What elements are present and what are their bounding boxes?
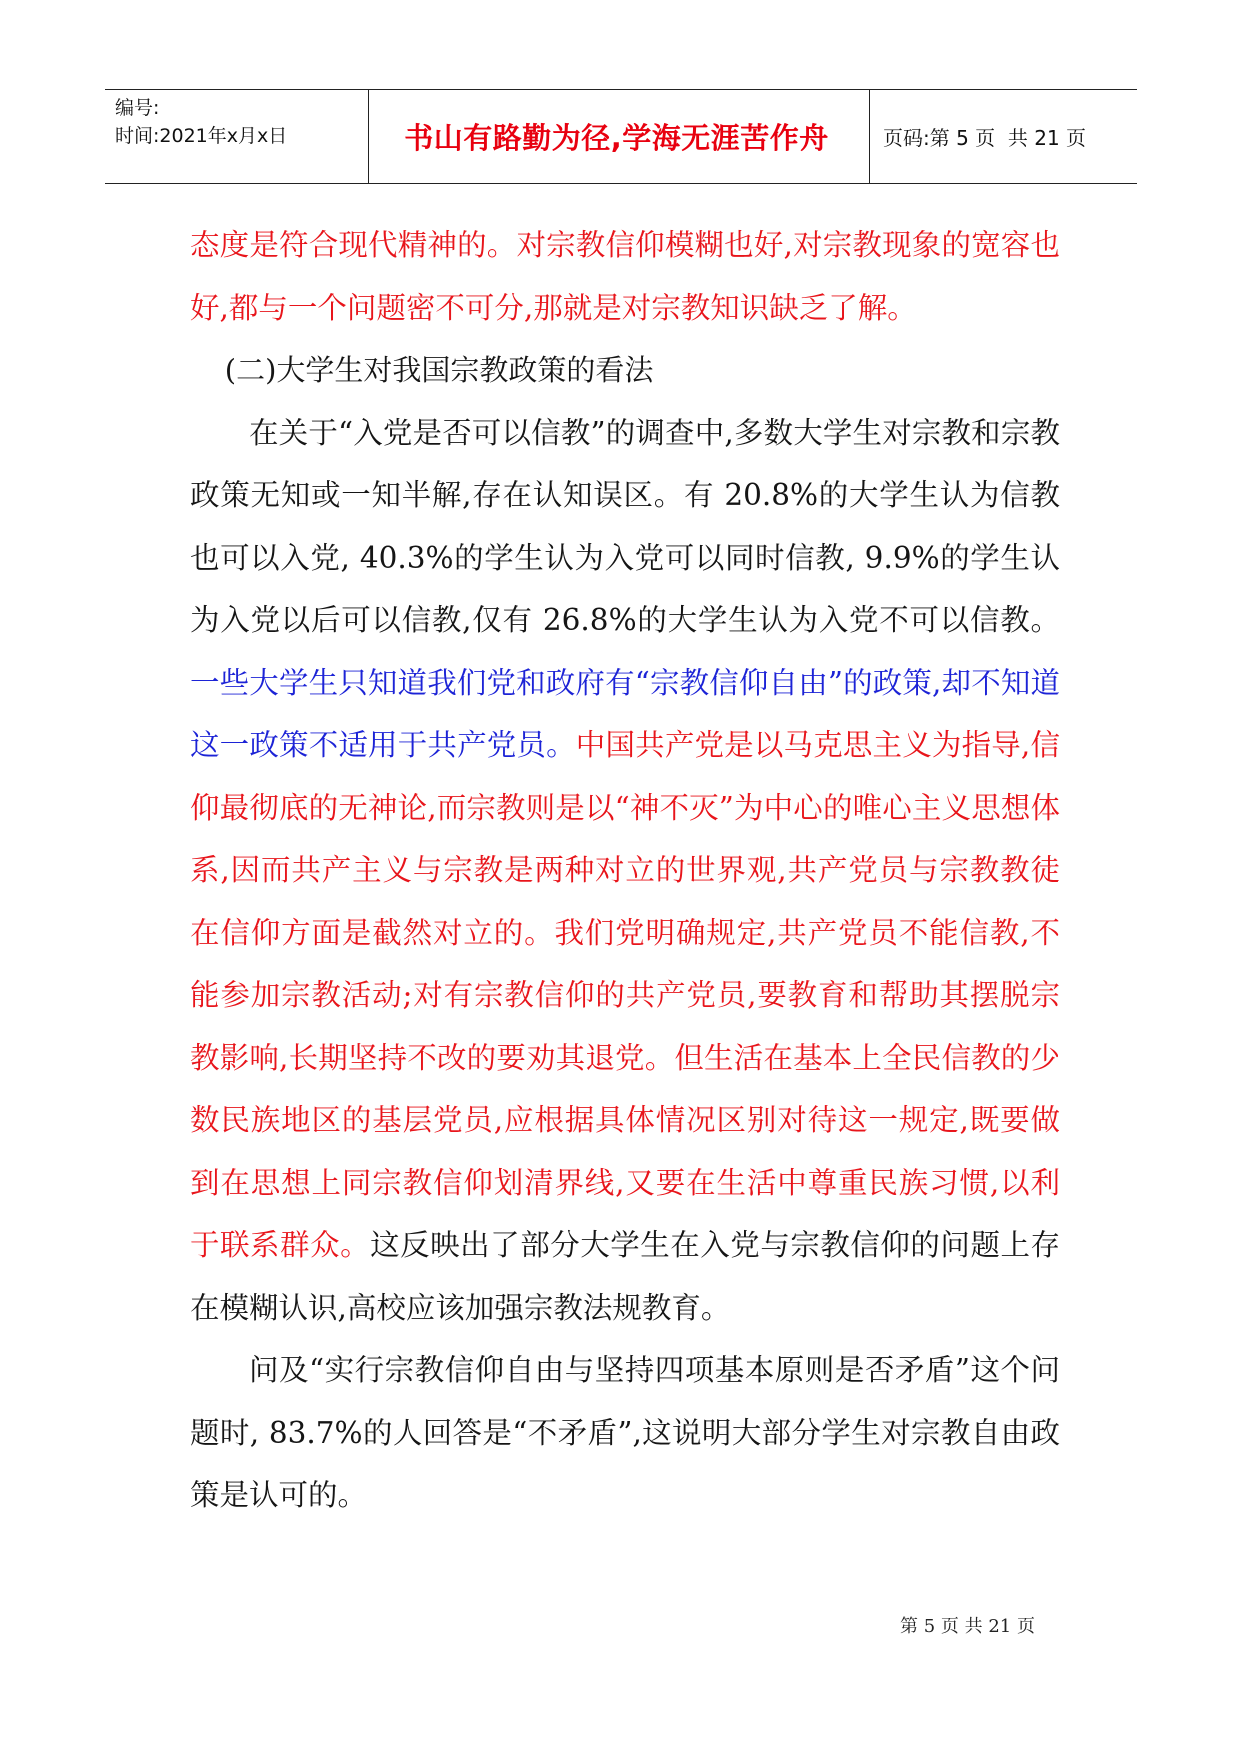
page-header: [105, 89, 1137, 184]
paragraph-3-red-text: 中国共产党是以马克思主义为指导,信仰最彻底的无神论,而宗教则是以“神不灭”为中心的唯心主义思想体系,因而共产主义与宗教是两种对立的世界观,共产党员与宗教教徒在信仰方面是截然对立的。我们党明确规定,共产党员不能信教,不能参加宗教活动;对有宗教信仰的共产党员,要教育和帮助其摆脱宗教影响,长期坚持不改的要劝其退党。但生活在基本上全民信教的少数民族地区的基层党员,应根据具体情况区别对待这一规定,既要做到在思想上同宗教信仰划清界线,又要在生活中尊重民族习惯,以利于联系群众。: [190, 728, 1060, 1262]
header-divider-left: [368, 90, 369, 183]
header-page-info: [871, 90, 1086, 183]
document-time-label: 时间:2021年x月x日: [115, 125, 288, 147]
paragraph-1: 态度是符合现代精神的。对宗教信仰模糊也好,对宗教现象的宽容也好,都与一个问题密不可分,那就是对宗教知识缺乏了解。: [190, 228, 1060, 325]
header-page-label: 页码:第 5 页 共 21 页: [883, 126, 1087, 150]
paragraph-4: 问及“实行宗教信仰自由与坚持四项基本原则是否矛盾”这个问题时, 83.7%的人回答是“不矛盾”,这说明大部分学生对宗教自由政策是认可的。: [190, 1353, 1060, 1512]
paragraph-3: [190, 402, 1060, 1340]
paragraph-3-conclusion-text: 这反映出了部分大学生在入党与宗教信仰的问题上存在模糊认识,高校应该加强宗教法规教育。: [190, 1228, 1060, 1325]
paragraph-3-survey-text: 在关于“入党是否可以信教”的调查中,多数大学生对宗教和宗教政策无知或一知半解,存在认知误区。有 20.8%的大学生认为信教也可以入党, 40.3%的学生认为入党可以同时信教, 9.9%的学生认为入党以后可以信教,仅有 26.8%的大学生认为入党不可以信教。: [190, 415, 1060, 637]
header-meta: [115, 94, 287, 150]
header-divider-right: [869, 90, 870, 183]
page-footer: 第 5 页 共 21 页: [900, 1616, 1035, 1637]
document-body: [190, 214, 1060, 1527]
paragraph-3-blue-text: 一些大学生只知道我们党和政府有“宗教信仰自由”的政策,却不知道这一政策不适用于共产党员。: [190, 665, 1060, 762]
section-heading: (二)大学生对我国宗教政策的看法: [224, 353, 654, 387]
header-motto: 书山有路勤为径,学海无涯苦作舟: [404, 121, 829, 155]
document-number-label: 编号:: [115, 97, 160, 119]
